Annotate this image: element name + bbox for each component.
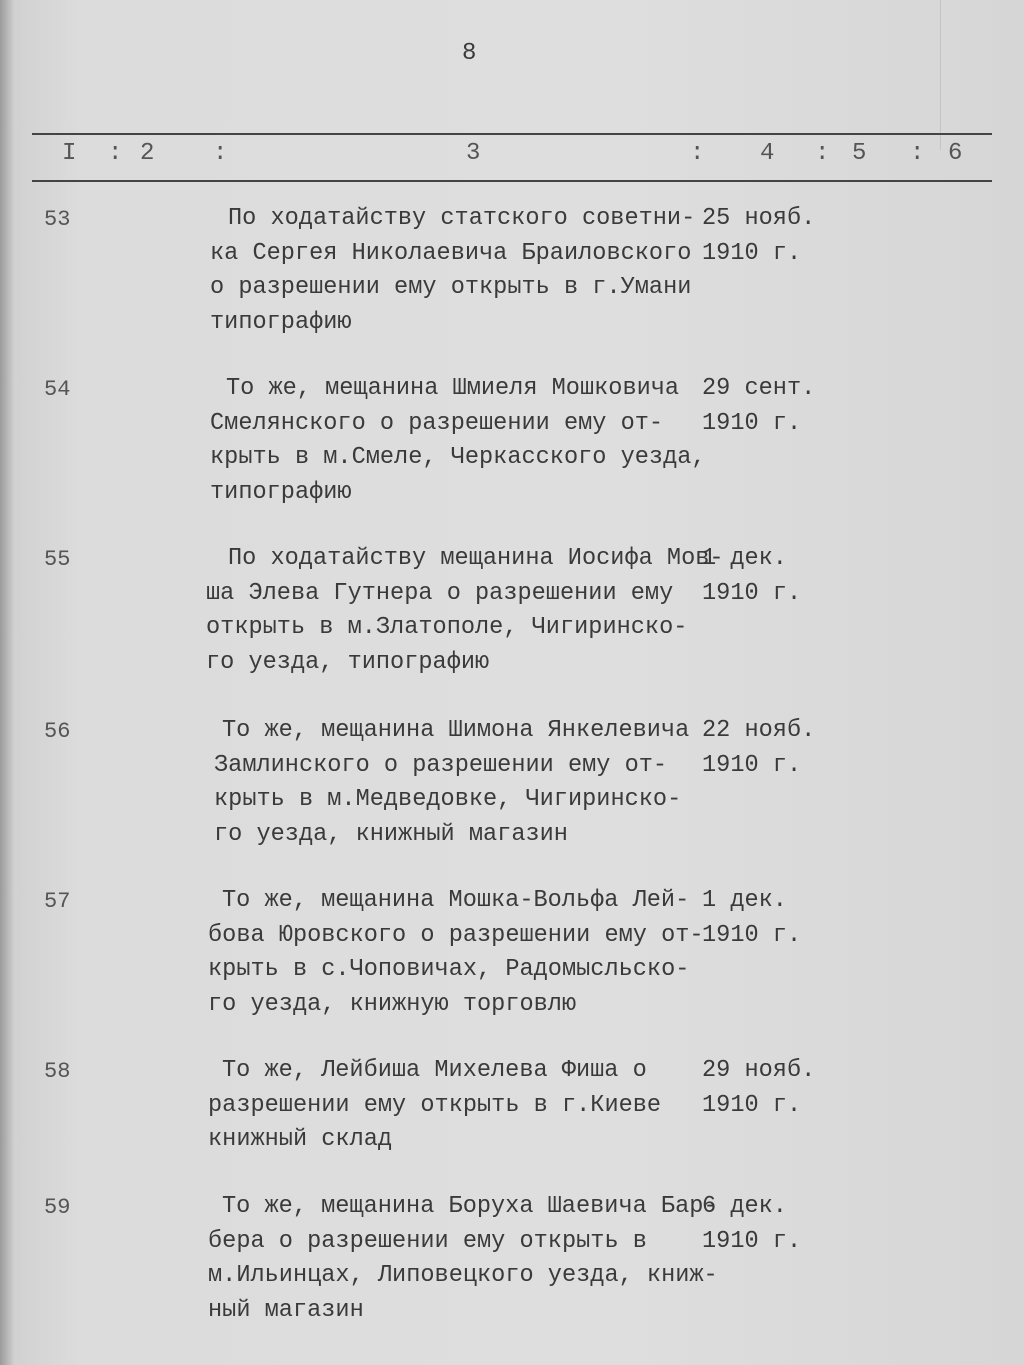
column-header: 3: [466, 140, 481, 167]
entry-date: 29 сент.: [702, 375, 816, 402]
entry-text-line: То же, мещанина Шимона Янкелевича: [222, 717, 690, 744]
entry-date: 1910 г.: [702, 921, 802, 949]
entry-date: 29 нояб.: [702, 1057, 816, 1084]
entry-text-line: крыть в м.Медведовке, Чигиринско-: [214, 786, 682, 813]
entry-date: 1910 г.: [702, 1227, 802, 1255]
entry-text-line: бова Юровского о разрешении ему от-: [208, 921, 704, 949]
column-header: 2: [140, 140, 155, 167]
entry-text-line: То же, мещанина Шмиеля Мошковича: [226, 375, 680, 402]
entry-text-line: То же, мещанина Мошка-Вольфа Лей-: [222, 887, 690, 914]
entry-date: 22 нояб.: [702, 717, 816, 744]
margin-line: [940, 0, 941, 150]
entry-date: 1910 г.: [702, 239, 802, 267]
column-header: 6: [948, 140, 963, 167]
entry-number: 59: [44, 1195, 71, 1220]
entry-number: 57: [44, 889, 71, 914]
column-separator: :: [910, 140, 925, 167]
entry-text-line: разрешении ему открыть в г.Киеве: [208, 1091, 662, 1119]
entry-text-line: типографию: [210, 478, 352, 506]
entry-date: 1 дек.: [702, 545, 787, 572]
entry-text-line: о разрешении ему открыть в г.Умани: [210, 274, 692, 301]
column-header: 4: [760, 140, 775, 167]
table-top-rule: [32, 133, 992, 135]
entry-text-line: крыть в м.Смеле, Черкасского уезда,: [210, 444, 706, 471]
column-header: 5: [852, 140, 867, 167]
page-edge: [0, 0, 14, 1365]
entry-date: 1910 г.: [702, 579, 802, 607]
column-separator: :: [815, 140, 830, 167]
entry-text-line: ка Сергея Николаевича Браиловского: [210, 239, 692, 267]
entry-text-line: Смелянского о разрешении ему от-: [210, 409, 664, 437]
column-header: I: [62, 140, 77, 167]
entry-text-line: По ходатайству мещанина Иосифа Мов-: [228, 545, 724, 572]
table-header-rule: [32, 180, 992, 182]
entry-text-line: ша Элева Гутнера о разрешении ему: [206, 579, 674, 607]
entry-date: 1 дек.: [702, 887, 787, 914]
entry-number: 58: [44, 1059, 71, 1084]
entry-number: 56: [44, 719, 71, 744]
column-separator: :: [108, 140, 123, 167]
entry-text-line: По ходатайству статского советни-: [228, 205, 696, 232]
entry-number: 54: [44, 377, 71, 402]
column-separator: :: [213, 140, 228, 167]
entry-text-line: книжный склад: [208, 1126, 393, 1153]
entry-text-line: го уезда, книжный магазин: [214, 820, 568, 848]
entry-text-line: бера о разрешении ему открыть в: [208, 1227, 647, 1255]
entry-text-line: типографию: [210, 308, 352, 336]
entry-text-line: Замлинского о разрешении ему от-: [214, 751, 668, 779]
entry-text-line: открыть в м.Златополе, Чигиринско-: [206, 614, 688, 641]
entry-number: 55: [44, 547, 71, 572]
entry-date: 1910 г.: [702, 751, 802, 779]
entry-number: 53: [44, 207, 71, 232]
entry-text-line: го уезда, типографию: [206, 648, 490, 676]
entry-date: 25 нояб.: [702, 205, 816, 232]
entry-text-line: го уезда, книжную торговлю: [208, 990, 577, 1018]
entry-text-line: м.Ильинцах, Липовецкого уезда, книж-: [208, 1262, 718, 1289]
entry-date: 1910 г.: [702, 1091, 802, 1119]
entry-text-line: То же, Лейбиша Михелева Фиша о: [222, 1057, 647, 1084]
entry-text-line: То же, мещанина Боруха Шаевича Бар-: [222, 1193, 718, 1220]
entry-text-line: ный магазин: [208, 1296, 364, 1324]
entry-date: 6 дек.: [702, 1193, 787, 1220]
column-separator: :: [690, 140, 705, 167]
entry-text-line: крыть в с.Чоповичах, Радомысльско-: [208, 956, 690, 983]
page-number: 8: [462, 40, 477, 67]
entry-date: 1910 г.: [702, 409, 802, 437]
